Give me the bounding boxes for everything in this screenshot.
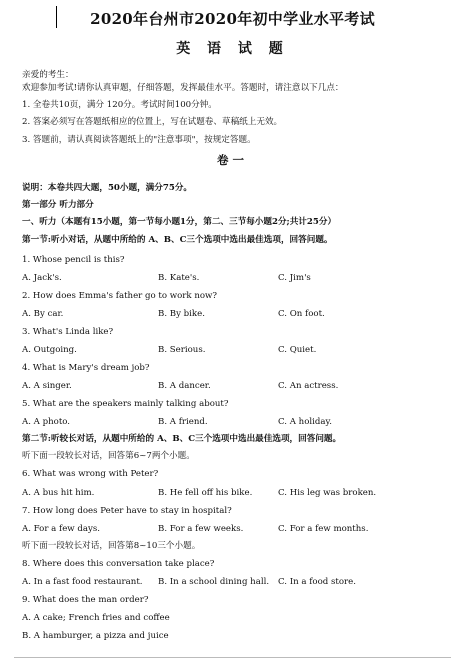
q5-option-b: B. A friend. [158, 417, 208, 427]
sub2-heading: 第二节:听较长对话，从题中所给的 A、B、C三个选项中选出最佳选项，回答问题。 [22, 434, 342, 444]
greeting: 亲爱的考生： [22, 70, 74, 80]
volume-heading: 卷一 [217, 153, 248, 167]
q7-option-a: A. For a few days. [22, 524, 101, 534]
welcome-text: 欢迎参加考试!请你认真审题，仔细答题，发挥最佳水平。答题时，请注意以下几点： [22, 83, 344, 93]
page-bottom-rule [14, 657, 451, 658]
q2-option-a: A. By car. [22, 309, 64, 319]
q4-option-c: C. An actress. [278, 381, 339, 391]
exam-title: 2020年台州市2020年初中学业水平考试 [90, 10, 375, 28]
q8-option-a: A. In a fast food restaurant. [22, 577, 143, 587]
q9-option-a: A. A cake; French fries and coffee [22, 613, 170, 623]
q5-option-a: A. A photo. [22, 417, 71, 427]
q4-option-a: A. A singer. [22, 381, 72, 391]
q6-option-c: C. His leg was broken. [278, 488, 377, 498]
q4-option-b: B. A dancer. [158, 381, 211, 391]
question-5: 5. What are the speakers mainly talking about? [22, 399, 229, 409]
question-6: 6. What was wrong with Peter? [22, 469, 159, 479]
question-8: 8. Where does this conversation take place? [22, 559, 215, 569]
question-3: 3. What's Linda like? [22, 327, 114, 337]
q2-option-c: C. On foot. [278, 309, 325, 319]
question-2: 2. How does Emma's father go to work now? [22, 291, 218, 301]
q3-option-a: A. Outgoing. [22, 345, 77, 355]
section1-heading: 一、听力（本题有15小题，第一节每小题1分，第二、三节每小题2分;共计25分） [22, 217, 337, 227]
q9-option-b: B. A hamburger, a pizza and juice [22, 631, 169, 641]
q1-option-a: A. Jack's. [22, 273, 62, 283]
q7-option-c: C. For a few months. [278, 524, 369, 534]
part1-heading: 第一部分 听力部分 [22, 200, 94, 210]
question-7: 7. How long does Peter have to stay in hospital? [22, 506, 232, 516]
q1-option-c: C. Jim's [278, 273, 311, 283]
sub1-heading: 第一节:听小对话，从题中所给的 A、B、C三个选项中选出最佳选项，回答问题。 [22, 235, 333, 245]
listen-6-7-instruction: 听下面一段较长对话，回答第6~7两个小题。 [22, 451, 195, 461]
q3-option-b: B. Serious. [158, 345, 206, 355]
question-4: 4. What is Mary's dream job? [22, 363, 150, 373]
note-1: 1. 全卷共10页，满分 120分。考试时间100分钟。 [22, 100, 217, 110]
question-9: 9. What does the man order? [22, 595, 149, 605]
question-1: 1. Whose pencil is this? [22, 255, 125, 265]
q8-option-c: C. In a food store. [278, 577, 356, 587]
q5-option-c: C. A holiday. [278, 417, 332, 427]
q8-option-b: B. In a school dining hall. [158, 577, 270, 587]
note-3: 3. 答题前，请认真阅读答题纸上的"注意事项"，按规定答题。 [22, 135, 256, 145]
note-2: 2. 答案必须写在答题纸相应的位置上，写在试题卷、草稿纸上无效。 [22, 117, 283, 127]
q6-option-a: A. A bus hit him. [22, 488, 95, 498]
listen-8-10-instruction: 听下面一段较长对话，回答第8~10三个小题。 [22, 541, 201, 551]
q1-option-b: B. Kate's. [158, 273, 200, 283]
q6-option-b: B. He fell off his bike. [158, 488, 253, 498]
q7-option-b: B. For a few weeks. [158, 524, 244, 534]
q3-option-c: C. Quiet. [278, 345, 317, 355]
part-info: 说明：本卷共四大题，50小题，满分75分。 [22, 183, 193, 193]
q2-option-b: B. By bike. [158, 309, 205, 319]
subject-title: 英 语 试 题 [176, 41, 289, 57]
